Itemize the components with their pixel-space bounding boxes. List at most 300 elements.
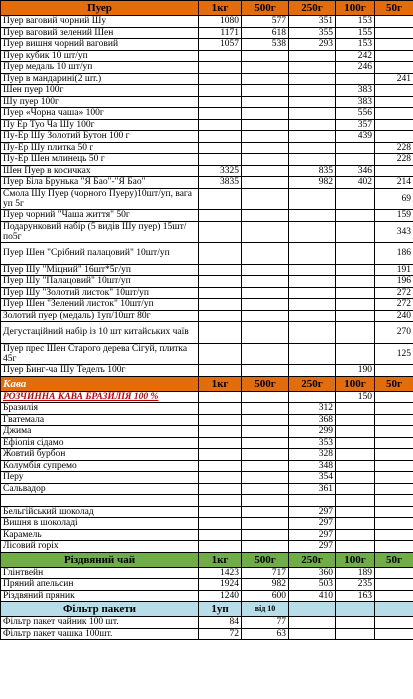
price-cell	[199, 142, 242, 154]
price-cell	[336, 210, 375, 222]
empty-cell	[289, 602, 336, 617]
price-cell	[375, 365, 413, 377]
table-row	[1, 495, 413, 507]
price-cell	[242, 210, 289, 222]
price-cell: 3325	[199, 165, 242, 177]
price-cell	[336, 276, 375, 288]
price-cell: 328	[289, 449, 336, 461]
price-cell	[199, 403, 242, 415]
table-row	[1, 96, 413, 108]
price-cell: 348	[289, 460, 336, 472]
product-name: Карамель	[1, 529, 199, 541]
price-cell: 228	[375, 154, 413, 166]
price-cell	[242, 460, 289, 472]
price-cell: 272	[375, 287, 413, 299]
price-cell	[375, 590, 413, 602]
price-cell	[289, 243, 336, 265]
table-row	[1, 483, 413, 495]
price-cell: 190	[336, 365, 375, 377]
price-cell	[199, 460, 242, 472]
section-header-kava	[1, 376, 413, 391]
price-cell	[199, 73, 242, 85]
product-name: Шу пуер 100г	[1, 96, 199, 108]
price-cell	[375, 119, 413, 131]
price-cell	[336, 322, 375, 344]
table-row	[1, 165, 413, 177]
table-row	[1, 414, 413, 426]
table-row	[1, 567, 413, 579]
table-row	[1, 365, 413, 377]
price-cell: 353	[289, 437, 336, 449]
price-cell	[375, 391, 413, 403]
price-cell	[199, 210, 242, 222]
price-cell	[242, 343, 289, 365]
price-cell	[336, 154, 375, 166]
product-name: Різдвяний пряник	[1, 590, 199, 602]
table-row	[1, 108, 413, 120]
price-cell	[242, 495, 289, 507]
section-title: Різдвяний чай	[1, 552, 199, 567]
price-cell	[289, 142, 336, 154]
product-name: Смола Шу Пуер (чорного Пуеру)10шт/уп, вага уп 5г	[1, 188, 199, 210]
price-cell	[199, 472, 242, 484]
column-header: 50г	[375, 1, 413, 16]
table-row	[1, 299, 413, 311]
section-title: Фільтр пакети	[1, 602, 199, 617]
price-cell	[375, 165, 413, 177]
price-cell	[242, 264, 289, 276]
price-cell	[199, 276, 242, 288]
price-cell	[336, 414, 375, 426]
price-cell	[242, 119, 289, 131]
column-header: 500г	[242, 552, 289, 567]
price-cell	[375, 472, 413, 484]
price-cell	[242, 131, 289, 143]
price-cell	[289, 50, 336, 62]
price-cell: 246	[336, 62, 375, 74]
price-cell	[375, 541, 413, 553]
price-cell: 346	[336, 165, 375, 177]
price-cell: 343	[375, 221, 413, 243]
table-row	[1, 518, 413, 530]
price-cell	[199, 264, 242, 276]
price-cell: 410	[289, 590, 336, 602]
price-cell: 214	[375, 177, 413, 189]
price-cell	[289, 119, 336, 131]
product-name: Пу-Ер Шу Золотий Бутон 100 г	[1, 131, 199, 143]
price-cell	[289, 365, 336, 377]
product-name: Пуер прес Шен Старого дерева Сігуй, плитка 45г	[1, 343, 199, 365]
price-cell	[242, 221, 289, 243]
table-row	[1, 460, 413, 472]
product-name: Глінтвейн	[1, 567, 199, 579]
price-cell	[242, 188, 289, 210]
price-cell: 235	[336, 579, 375, 591]
price-cell	[242, 472, 289, 484]
price-cell	[242, 299, 289, 311]
price-cell	[289, 343, 336, 365]
price-cell	[289, 85, 336, 97]
table-row	[1, 50, 413, 62]
price-cell	[375, 449, 413, 461]
price-cell	[336, 426, 375, 438]
table-row	[1, 276, 413, 288]
price-cell	[242, 85, 289, 97]
price-cell	[199, 131, 242, 143]
price-cell: 163	[336, 590, 375, 602]
price-cell	[242, 506, 289, 518]
price-cell	[336, 437, 375, 449]
product-name: Пуер Шу "Золотий листок" 10шт/уп	[1, 287, 199, 299]
price-cell	[375, 483, 413, 495]
price-cell	[242, 414, 289, 426]
price-cell	[336, 221, 375, 243]
price-cell	[199, 119, 242, 131]
price-cell: 577	[242, 16, 289, 28]
price-cell: 297	[289, 506, 336, 518]
price-cell: 1171	[199, 27, 242, 39]
price-cell: 402	[336, 177, 375, 189]
price-cell	[375, 567, 413, 579]
price-cell	[242, 108, 289, 120]
price-cell	[336, 541, 375, 553]
table-row	[1, 437, 413, 449]
price-cell	[375, 108, 413, 120]
price-cell	[289, 310, 336, 322]
price-cell	[375, 495, 413, 507]
price-cell	[199, 188, 242, 210]
table-row	[1, 343, 413, 365]
table-row	[1, 287, 413, 299]
price-cell	[199, 50, 242, 62]
price-cell: 383	[336, 85, 375, 97]
price-cell	[199, 287, 242, 299]
price-cell	[199, 299, 242, 311]
price-cell: 150	[336, 391, 375, 403]
price-cell: 360	[289, 567, 336, 579]
price-cell	[375, 403, 413, 415]
price-cell: 189	[336, 567, 375, 579]
price-cell	[289, 276, 336, 288]
price-cell	[199, 506, 242, 518]
table-row	[1, 27, 413, 39]
price-cell: 538	[242, 39, 289, 51]
price-cell	[242, 426, 289, 438]
price-cell	[336, 287, 375, 299]
price-cell	[242, 529, 289, 541]
column-header: 500г	[242, 1, 289, 16]
price-cell	[289, 391, 336, 403]
price-cell	[375, 414, 413, 426]
empty-cell	[289, 617, 336, 629]
price-cell: 153	[336, 39, 375, 51]
table-row	[1, 322, 413, 344]
product-name: Джима	[1, 426, 199, 438]
price-cell: 982	[289, 177, 336, 189]
price-cell: 982	[242, 579, 289, 591]
product-name: Лісовий горіх	[1, 541, 199, 553]
price-cell	[336, 529, 375, 541]
price-cell	[242, 449, 289, 461]
table-row	[1, 243, 413, 265]
price-cell: 354	[289, 472, 336, 484]
column-header: 250г	[289, 552, 336, 567]
price-cell	[242, 437, 289, 449]
table-row	[1, 506, 413, 518]
column-header: 1кг	[199, 1, 242, 16]
price-cell	[199, 221, 242, 243]
price-cell	[336, 483, 375, 495]
price-cell: 125	[375, 343, 413, 365]
price-cell: 69	[375, 188, 413, 210]
price-cell	[242, 541, 289, 553]
price-cell: 77	[242, 617, 289, 629]
price-cell: 439	[336, 131, 375, 143]
table-row	[1, 403, 413, 415]
column-header: 100г	[336, 1, 375, 16]
price-cell	[199, 483, 242, 495]
price-cell	[375, 96, 413, 108]
price-cell	[242, 391, 289, 403]
table-row	[1, 529, 413, 541]
column-header: 250г	[289, 1, 336, 16]
column-header: 50г	[375, 376, 413, 391]
product-name: Пуер медаль 10 шт/уп	[1, 62, 199, 74]
price-cell	[199, 529, 242, 541]
price-cell	[289, 221, 336, 243]
price-cell	[242, 365, 289, 377]
price-cell: 272	[375, 299, 413, 311]
price-cell	[336, 343, 375, 365]
table-row	[1, 73, 413, 85]
price-cell	[375, 437, 413, 449]
product-name: Пу-Ер Шен млинець 50 г	[1, 154, 199, 166]
price-cell: 1423	[199, 567, 242, 579]
table-row	[1, 221, 413, 243]
price-cell	[375, 39, 413, 51]
price-cell	[199, 437, 242, 449]
price-cell	[242, 154, 289, 166]
column-header: 1кг	[199, 376, 242, 391]
price-cell	[199, 391, 242, 403]
table-row	[1, 154, 413, 166]
price-cell	[336, 449, 375, 461]
price-cell: 835	[289, 165, 336, 177]
price-cell	[242, 287, 289, 299]
price-cell: 299	[289, 426, 336, 438]
price-cell: 312	[289, 403, 336, 415]
product-name: Сальвадор	[1, 483, 199, 495]
empty-cell	[375, 602, 413, 617]
price-cell	[375, 16, 413, 28]
price-cell: 351	[289, 16, 336, 28]
price-cell	[336, 506, 375, 518]
table-row	[1, 628, 413, 640]
price-cell: 240	[375, 310, 413, 322]
section-header-puer	[1, 1, 413, 16]
product-name: Перу	[1, 472, 199, 484]
price-cell	[199, 310, 242, 322]
price-cell	[199, 495, 242, 507]
price-cell: 618	[242, 27, 289, 39]
price-cell	[336, 518, 375, 530]
price-cell: 355	[289, 27, 336, 39]
price-cell	[242, 483, 289, 495]
price-cell	[336, 310, 375, 322]
column-header: вiд 10	[242, 602, 289, 617]
empty-cell	[375, 617, 413, 629]
table-row	[1, 449, 413, 461]
table-row	[1, 131, 413, 143]
price-cell: 297	[289, 518, 336, 530]
product-name: Ефіопія сідамо	[1, 437, 199, 449]
price-cell	[289, 322, 336, 344]
instant-coffee-row	[1, 391, 413, 403]
price-cell	[375, 529, 413, 541]
empty-cell	[336, 617, 375, 629]
product-name: Пу Ер Туо Ча Шу 100г	[1, 119, 199, 131]
product-name: Шен пуер 100г	[1, 85, 199, 97]
table-row	[1, 39, 413, 51]
product-name: Вишня в шоколаді	[1, 518, 199, 530]
price-cell	[336, 403, 375, 415]
price-cell	[199, 343, 242, 365]
price-cell	[199, 322, 242, 344]
section-header-filter	[1, 602, 413, 617]
product-name: Подарунковий набір (5 видів Шу пуер) 15шт/по5г	[1, 221, 199, 243]
price-cell: 297	[289, 529, 336, 541]
price-cell	[242, 310, 289, 322]
price-cell	[242, 243, 289, 265]
price-cell: 72	[199, 628, 242, 640]
product-name: Пуер Шу "Міцний" 16шт*5г/уп	[1, 264, 199, 276]
price-cell	[242, 276, 289, 288]
empty-cell	[336, 628, 375, 640]
price-cell	[199, 518, 242, 530]
product-name: Пуер чорний "Чаша життя" 50г	[1, 210, 199, 222]
price-cell	[242, 322, 289, 344]
empty-cell	[375, 628, 413, 640]
empty-cell	[336, 602, 375, 617]
table-row	[1, 590, 413, 602]
price-cell: 368	[289, 414, 336, 426]
price-cell	[336, 472, 375, 484]
price-cell	[199, 365, 242, 377]
product-name: Пуер Бинг-ча Шу Теделъ 100г	[1, 365, 199, 377]
column-header: 100г	[336, 552, 375, 567]
price-cell	[199, 426, 242, 438]
price-cell	[336, 299, 375, 311]
product-name: Фільтр пакет чашка 100шт.	[1, 628, 199, 640]
price-cell	[375, 131, 413, 143]
price-cell	[199, 85, 242, 97]
price-cell	[375, 85, 413, 97]
price-cell: 63	[242, 628, 289, 640]
price-cell: 1080	[199, 16, 242, 28]
price-cell: 1924	[199, 579, 242, 591]
price-cell	[242, 96, 289, 108]
price-cell: 297	[289, 541, 336, 553]
price-cell	[289, 131, 336, 143]
price-cell	[242, 62, 289, 74]
product-name: Пуер Шен "Срібний палацовий" 10шт/уп	[1, 243, 199, 265]
price-cell: 503	[289, 579, 336, 591]
price-cell	[375, 50, 413, 62]
price-cell: 228	[375, 142, 413, 154]
price-cell	[375, 62, 413, 74]
section-header-xmas	[1, 552, 413, 567]
price-cell: 383	[336, 96, 375, 108]
table-row	[1, 85, 413, 97]
price-cell	[289, 188, 336, 210]
price-cell: 556	[336, 108, 375, 120]
price-cell	[336, 495, 375, 507]
table-row	[1, 210, 413, 222]
empty-cell	[289, 628, 336, 640]
price-cell	[375, 460, 413, 472]
price-cell	[336, 73, 375, 85]
price-cell: 357	[336, 119, 375, 131]
table-row	[1, 541, 413, 553]
product-name: Золотий пуер (медаль) 1уп/10шт 80г	[1, 310, 199, 322]
table-row	[1, 62, 413, 74]
price-cell	[199, 62, 242, 74]
price-cell	[336, 188, 375, 210]
table-row	[1, 16, 413, 28]
price-cell: 241	[375, 73, 413, 85]
price-cell	[289, 154, 336, 166]
price-cell	[199, 541, 242, 553]
table-row	[1, 579, 413, 591]
price-cell: 186	[375, 243, 413, 265]
product-name: Пуер кубик 10 шт/уп	[1, 50, 199, 62]
price-cell: 84	[199, 617, 242, 629]
price-cell	[375, 579, 413, 591]
price-cell	[242, 403, 289, 415]
table-row	[1, 142, 413, 154]
price-cell	[242, 50, 289, 62]
price-cell	[375, 506, 413, 518]
price-cell	[336, 142, 375, 154]
price-cell	[375, 426, 413, 438]
price-cell: 242	[336, 50, 375, 62]
price-cell	[199, 449, 242, 461]
product-name: Пуер Біла Брунька "Я Бао"-"Я Бао"	[1, 177, 199, 189]
price-cell	[199, 108, 242, 120]
product-name: Пуер «Чорна чаша» 100г	[1, 108, 199, 120]
product-name: Пуер ваговий чорний Шу	[1, 16, 199, 28]
price-cell: 1057	[199, 39, 242, 51]
price-cell	[289, 287, 336, 299]
section-title: Кава	[1, 376, 199, 391]
price-cell	[242, 177, 289, 189]
product-name	[1, 495, 199, 507]
price-cell	[199, 96, 242, 108]
table-row	[1, 119, 413, 131]
price-cell	[199, 154, 242, 166]
product-name: Колумбія супремо	[1, 460, 199, 472]
product-name: Гватемала	[1, 414, 199, 426]
product-name: Бельгійський шоколад	[1, 506, 199, 518]
price-cell: 1240	[199, 590, 242, 602]
price-cell	[199, 414, 242, 426]
price-cell: 600	[242, 590, 289, 602]
price-cell: 717	[242, 567, 289, 579]
product-name: Шен Пуер в косичках	[1, 165, 199, 177]
price-cell: 293	[289, 39, 336, 51]
price-table-body	[1, 1, 413, 640]
price-cell	[336, 460, 375, 472]
